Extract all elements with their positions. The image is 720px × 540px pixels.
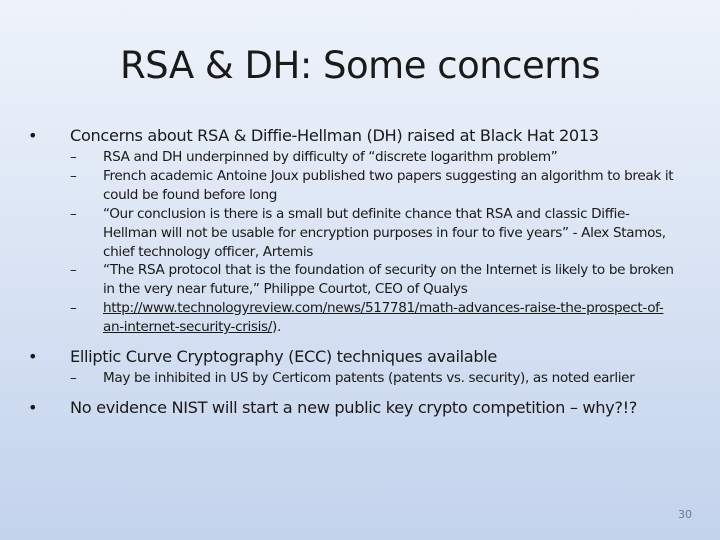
slide-content (28, 126, 678, 422)
sub-bullet-list (70, 369, 678, 388)
bullet-nist (28, 398, 678, 418)
sub-bullet-joux (70, 167, 678, 205)
sub-bullet-list (70, 148, 678, 337)
bullet-marker: • (28, 347, 38, 367)
sub-bullet-source-link (70, 299, 678, 337)
sub-bullet-marker: – (70, 370, 77, 387)
sub-bullet-text: “The RSA protocol that is the foundation of security on the Internet is likely to be broken in the very near future,” Philippe Courtot, CEO of Qualys (103, 262, 674, 298)
link-suffix: ). (272, 319, 281, 336)
technologyreview-link[interactable]: http://www.technologyreview.com/news/517781/math-advances-raise-the-prospect-of-an-internet-security-crisis/ (103, 300, 664, 336)
sub-bullet-certicom (70, 369, 678, 388)
bullet-ecc (28, 347, 678, 388)
sub-bullet-marker: – (70, 262, 77, 279)
slide-title: RSA & DH: Some concerns (119, 44, 601, 87)
bullet-text: Elliptic Curve Cryptography (ECC) techniques available (70, 347, 498, 367)
sub-bullet-text: French academic Antoine Joux published two papers suggesting an algorithm to break it could be found before long (103, 167, 674, 203)
bullet-marker: • (28, 126, 38, 145)
sub-bullet-stamos-quote (70, 205, 678, 262)
sub-bullet-text: “Our conclusion is there is a small but definite chance that RSA and classic Diffie-Hellman will not be usable for encryption purposes in four to five years” - Alex Stamos, chief technology officer, Artemis (103, 205, 666, 260)
sub-bullet-courtot-quote (70, 261, 678, 299)
page-number: 30 (678, 508, 692, 521)
bullet-text: No evidence NIST will start a new public key crypto competition – why?!? (70, 397, 638, 417)
bullet-marker: • (28, 397, 38, 417)
sub-bullet-marker: – (70, 205, 77, 222)
sub-bullet-marker: – (70, 300, 77, 317)
sub-bullet-marker: – (70, 167, 77, 184)
sub-bullet-text: RSA and DH underpinned by difficulty of “discrete logarithm problem” (103, 149, 558, 165)
sub-bullet-discrete-log (70, 148, 678, 167)
sub-bullet-marker: – (70, 149, 77, 165)
sub-bullet-text: May be inhibited in US by Certicom patents (patents vs. security), as noted earlier (103, 370, 635, 387)
bullet-text: Concerns about RSA & Diffie-Hellman (DH) raised at Black Hat 2013 (70, 126, 599, 145)
bullet-blackhat-concerns (28, 126, 678, 337)
